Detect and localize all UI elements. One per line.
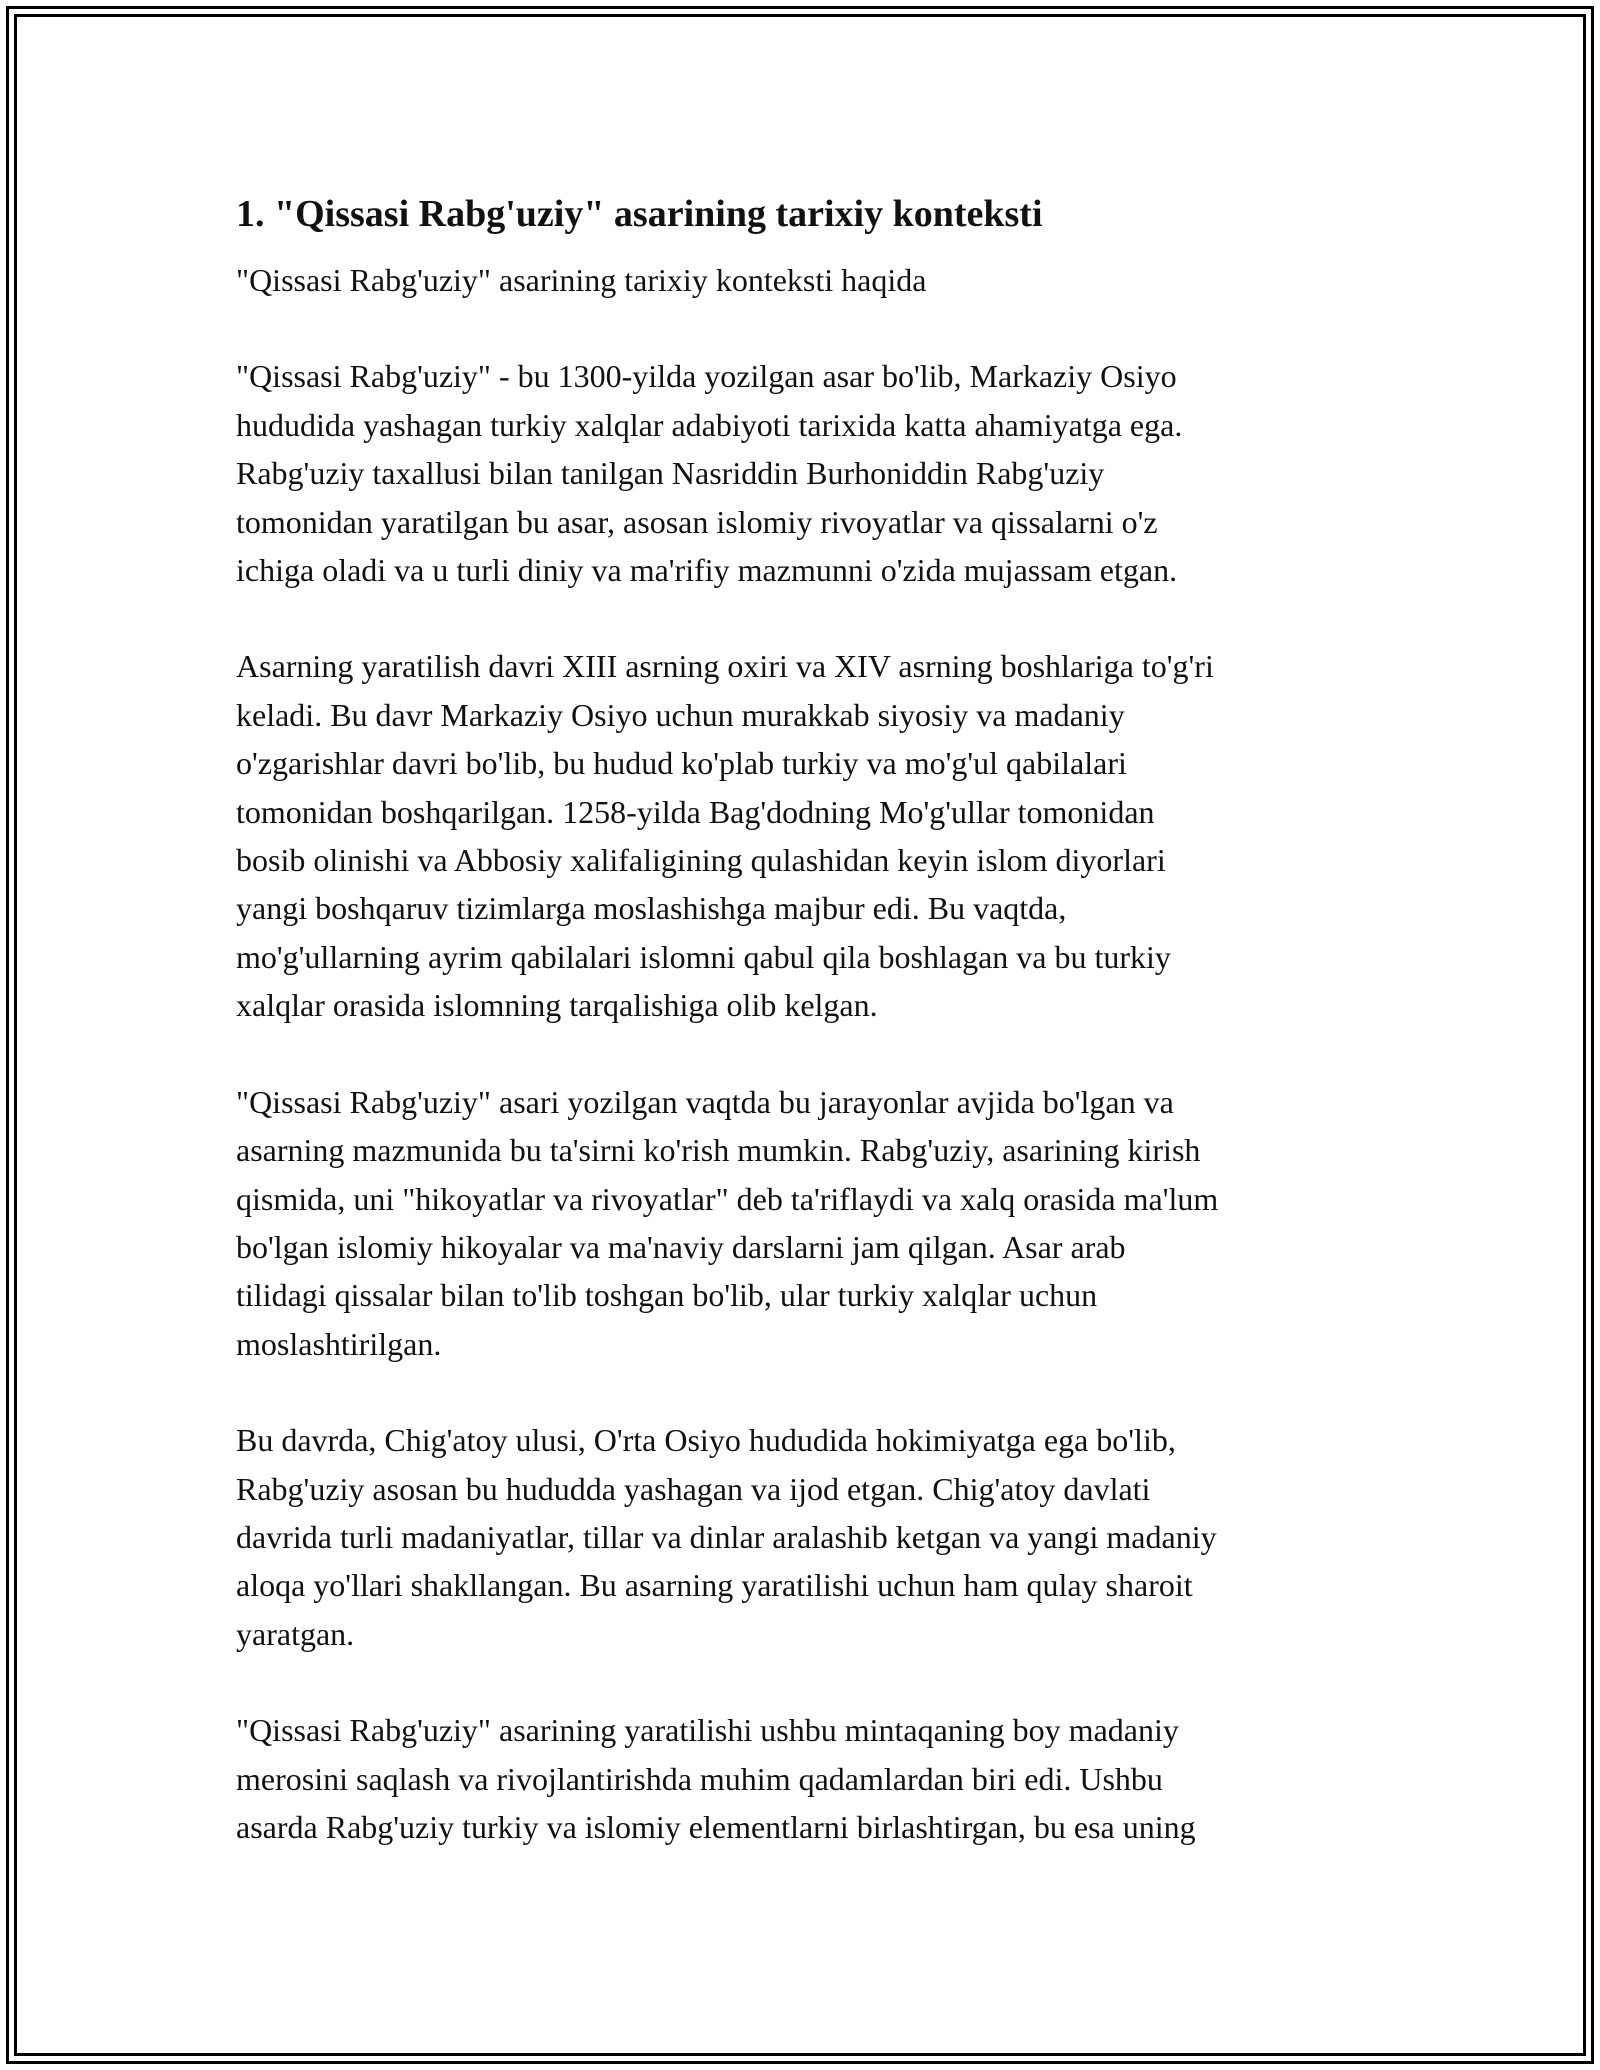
- text-line: "Qissasi Rabg'uziy" asarining tarixiy konteksti haqida: [236, 262, 927, 298]
- text-line: Rabg'uziy taxallusi bilan tanilgan Nasriddin Burhoniddin Rabg'uziy: [236, 455, 1105, 492]
- text-line: Asarning yaratilish davri XIII asrning oxiri va XIV asrning boshlariga to'g'ri: [236, 648, 1214, 685]
- text-line: yaratgan.: [236, 1615, 355, 1652]
- text-line: Rabg'uziy asosan bu hududda yashagan va ijod etgan. Chig'atoy davlati: [236, 1470, 1151, 1507]
- text-line: mo'g'ullarning ayrim qabilalari islomni qabul qila boshlagan va bu turkiy: [236, 938, 1171, 975]
- text-line: ichiga oladi va u turli diniy va ma'rifiy mazmunni o'zida mujassam etgan.: [236, 552, 1178, 589]
- text-line: xalqlar orasida islomning tarqalishiga olib kelgan.: [236, 987, 878, 1024]
- text-line: keladi. Bu davr Markaziy Osiyo uchun murakkab siyosiy va madaniy: [236, 696, 1125, 733]
- paragraph: [236, 352, 1386, 594]
- text-line: hududida yashagan turkiy xalqlar adabiyoti tarixida katta ahamiyatga ega.: [236, 406, 1183, 443]
- text-line: merosini saqlash va rivojlantirishda muhim qadamlardan biri edi. Ushbu: [236, 1760, 1163, 1797]
- text-line: bosib olinishi va Abbosiy xalifaligining qulashidan keyin islom diyorlari: [236, 842, 1166, 879]
- text-line: "Qissasi Rabg'uziy" asarining yaratilishi ushbu mintaqaning boy madaniy: [236, 1712, 1179, 1749]
- paragraph: [236, 1706, 1386, 1851]
- text-line: moslashtirilgan.: [236, 1325, 442, 1362]
- text-line: Bu davrda, Chig'atoy ulusi, O'rta Osiyo hududida hokimiyatga ega bo'lib,: [236, 1422, 1176, 1459]
- paragraph: [236, 1078, 1386, 1368]
- text-line: tomonidan yaratilgan bu asar, asosan islomiy rivoyatlar va qissalarni o'z: [236, 503, 1158, 540]
- paragraph-list: [236, 256, 1386, 1851]
- text-line: tomonidan boshqarilgan. 1258-yilda Bag'dodning Mo'g'ullar tomonidan: [236, 793, 1155, 830]
- section-heading: 1. "Qissasi Rabg'uziy" asarining tarixiy konteksti: [236, 193, 1043, 235]
- text-line: o'zgarishlar davri bo'lib, bu hudud ko'plab turkiy va mo'g'ul qabilalari: [236, 745, 1127, 782]
- document-body: [236, 186, 1386, 1899]
- text-line: aloqa yo'llari shakllangan. Bu asarning yaratilishi uchun ham qulay sharoit: [236, 1567, 1193, 1604]
- text-line: asarning mazmunida bu ta'sirni ko'rish mumkin. Rabg'uziy, asarining kirish: [236, 1132, 1201, 1169]
- text-line: asarda Rabg'uziy turkiy va islomiy elementlarni birlashtirgan, bu esa uning: [236, 1808, 1196, 1845]
- text-line: bo'lgan islomiy hikoyalar va ma'naviy darslarni jam qilgan. Asar arab: [236, 1228, 1126, 1265]
- text-line: yangi boshqaruv tizimlarga moslashishga majbur edi. Bu vaqtda,: [236, 890, 1067, 927]
- paragraph: [236, 642, 1386, 1029]
- text-line: qismida, uni "hikoyatlar va rivoyatlar" deb ta'riflaydi va xalq orasida ma'lum: [236, 1180, 1219, 1217]
- text-line: tilidagi qissalar bilan to'lib toshgan bo'lib, ular turkiy xalqlar uchun: [236, 1277, 1098, 1314]
- text-line: davrida turli madaniyatlar, tillar va dinlar aralashib ketgan va yangi madaniy: [236, 1518, 1217, 1555]
- text-line: "Qissasi Rabg'uziy" asari yozilgan vaqtda bu jarayonlar avjida bo'lgan va: [236, 1083, 1174, 1120]
- paragraph: [236, 256, 1386, 304]
- paragraph: [236, 1416, 1386, 1658]
- text-line: "Qissasi Rabg'uziy" - bu 1300-yilda yozilgan asar bo'lib, Markaziy Osiyo: [236, 358, 1177, 395]
